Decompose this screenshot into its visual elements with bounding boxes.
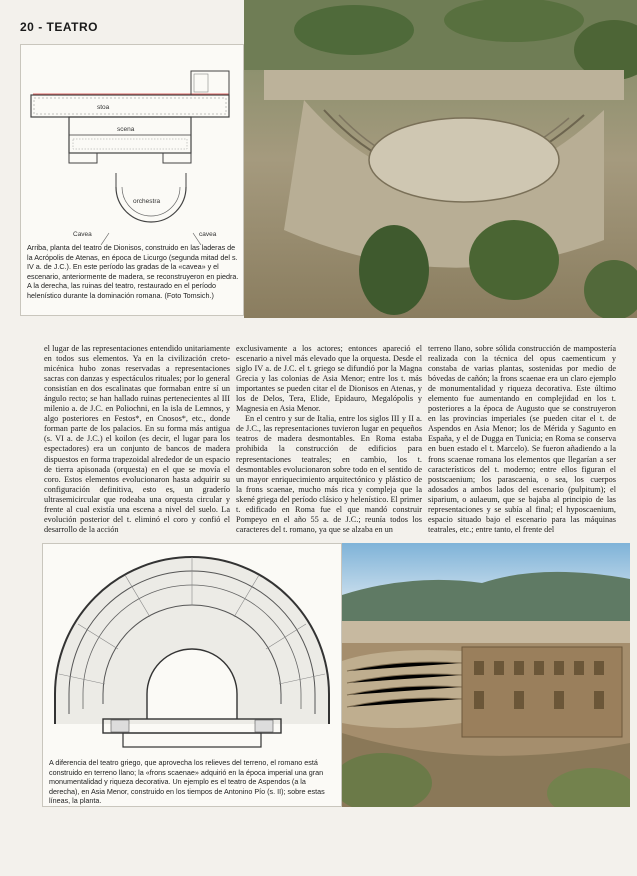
header-separator: - <box>38 20 43 34</box>
page-number: 20 <box>20 20 35 34</box>
text-column-1 <box>44 344 230 535</box>
label-scena: scena <box>117 126 135 133</box>
label-orchestra: orchestra <box>133 198 161 205</box>
label-cavea-left: Cavea <box>73 231 92 238</box>
dionysos-ruins-photo <box>244 0 637 318</box>
text-column-2 <box>236 344 422 535</box>
aspendos-caption: A diferencia del teatro griego, que aprovecha los relieves del terreno, el romano está construido en terreno llano; la «frons scaenae» adquirió en la época imperial una gran monumentalidad y riqueza decorativa. Un ejemplo es el teatro de Aspendos (a la derecha), en Asia Menor, construido en los tiempos de Antonino Pío (s. II); sobre estas líneas, la planta. <box>49 758 325 806</box>
label-cavea-right: cavea <box>199 231 217 238</box>
page-header <box>20 20 98 34</box>
aspendos-plan-panel <box>42 543 342 807</box>
paragraph: terreno llano, sobre sólida construcción de mampostería realizada con la técnica del opus caementicum y constaba de varias plantas, sostenidas por medio de bóvedas de cañón; la frons scaenae era un claro ejemplo de monumentalidad y riqueza decorativa. Este último elemento fue aumentando en complejidad en los t. posteriores a la época de Augusto que se construyeron en las provincias imperiales (se pueden citar el t. de Aspendos en Asia Menor; los de Mérida y Sagunto en España, y el de Dugga en Tunicia; en Roma se conserva en buen estado el t. Marcelo). Se fueron añadiendo a la frons scaenae romana los elementos que llegarían a ser característicos del t. moderno; entre ellos figuran el postscaenium; los parascaenia, o sea, los cuerpos adosados a ambos lados del escenario (pulpitum); el siparium, o aulaeum, que se bajaba al principio de las representaciones y se subía al final; el hyposcaenium, espacio situado bajo el escenario para las máquinas teatrales, etc.; entre tanto, el frente del <box>428 344 616 534</box>
paragraph: En el centro y sur de Italia, entre los siglos III y II a. de J.C., las representaciones tuvieron lugar en pequeños teatros de madera desmontables. En Roma estaba prohibida la construcción de edificios para representaciones teatrales; en cambio, los t. desmontables evolucionaron sobre todo en el sentido de un mayor enriquecimiento arquitectónico y plástico de la frons scaenae, mucho más rica y compleja que la skené griega del período clásico y helenístico. El primer t. edificado en Roma fue el que mandó construir Pompeyo en el año 55 a. de J.C.; reunía todos los caracteres del t. romano, ya que se alzaba en un <box>236 414 422 534</box>
dionysos-plan-panel <box>20 44 244 316</box>
paragraph: el lugar de las representaciones entendido unitariamente en todos sus elementos. Ya en la civilización creto-micénica hubo zonas reservadas a representaciones sacras con danzas y espectáculos rituales; por lo general consistían en dos escalinatas que formaban entre sí un ángulo recto; se han hallado ruinas pertenecientes al III milenio a. de J.C. en Poliochni, en la isla de Lemnos, y algo posteriores en Festos*, en Cnosos*, etc., donde forman parte de los palacios. En su forma más antigua (s. VI a. de J.C.) el koilon (es decir, el lugar para los espectadores) era un conjunto de bancos de madera dispuestos en forma trapezoidal alrededor de un espacio de tierra apisonada (orquesta) en el que se movía el coro. Estos elementos evolucionaron hasta adquirir su configuración definitiva, esto es, un graderío ultrasemicircular que rodeaba una orquesta circular y frente al cual existía una escena a nivel del suelo. La evolución posterior del t. eliminó el coro y confió el desarrollo de la acción <box>44 344 230 534</box>
aspendos-photo <box>342 543 630 807</box>
section-title: TEATRO <box>46 20 98 34</box>
paragraph: exclusivamente a los actores; entonces apareció el escenario a nivel más elevado que la orquesta. Desde el siglo IV a. de J.C. el t. griego se difundió por la Magna Grecia y las colonias de Asia Menor; entre los t. más importantes se pueden citar el de Dionisos en Atenas, y los de Delos, Tera, Elide, Epidauro, Megalópolis y Magnesia en Asia Menor. <box>236 344 422 414</box>
dionysos-caption: Arriba, planta del teatro de Dionisos, construido en las laderas de la Acrópolis de Atenas, en época de Licurgo (segunda mitad del s. IV a. de J.C.). En este período las gradas de la «cavea» y el escenario, anteriormente de madera, se reconstruyeron en piedra. A la derecha, las ruinas del teatro, restaurado en el período helenístico durante la dominación romana. (Foto Tomsich.) <box>27 243 239 300</box>
label-stoa: stoa <box>97 104 110 111</box>
dionysos-plan-diagram <box>21 45 243 245</box>
text-column-3 <box>428 344 616 535</box>
aspendos-plan-diagram <box>43 544 341 754</box>
